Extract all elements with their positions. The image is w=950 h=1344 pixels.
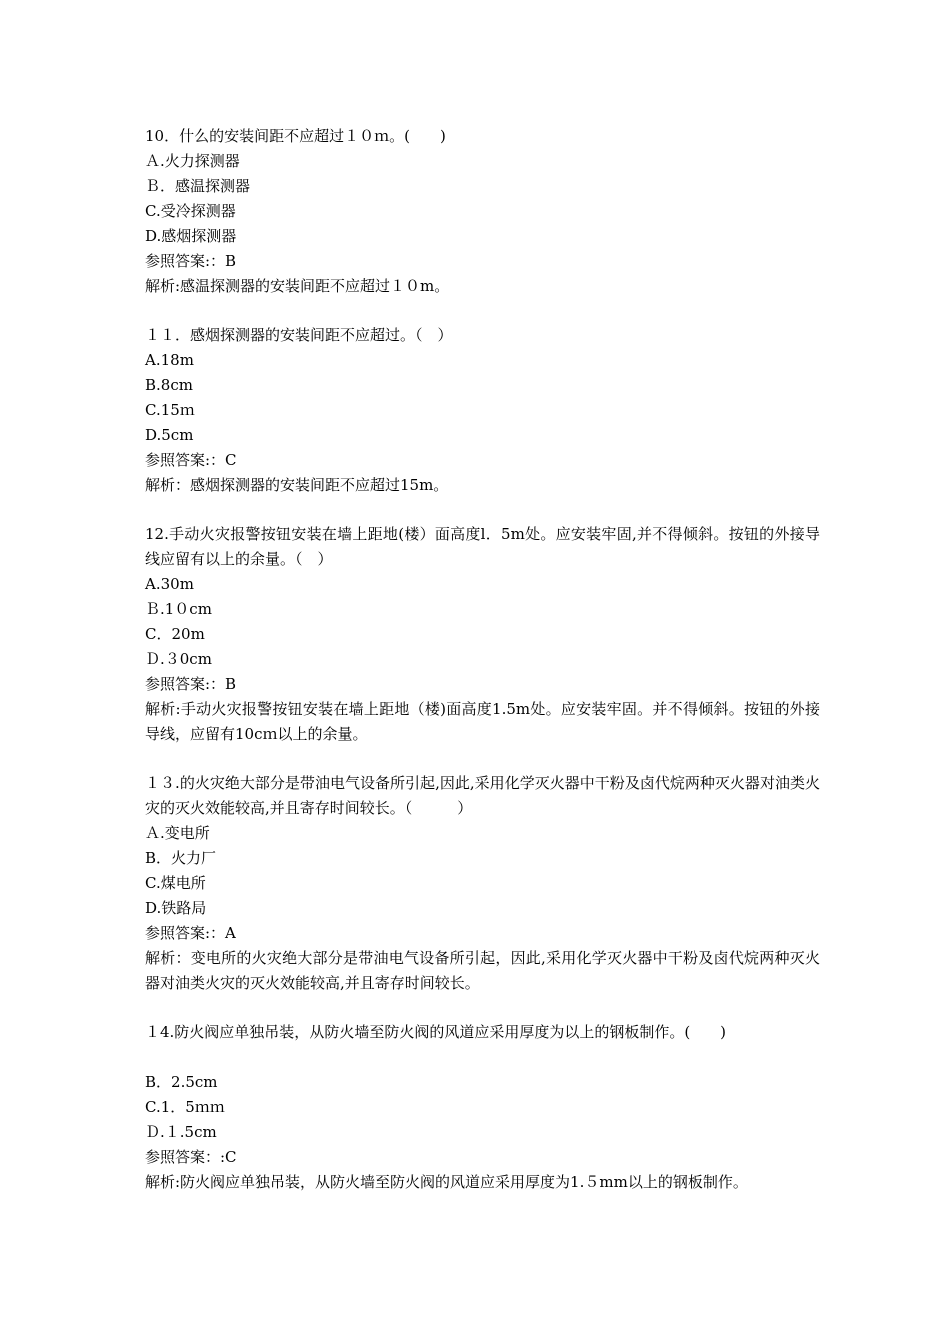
analysis: 解析:手动火灾报警按钮安装在墙上距地（楼)面高度1.5m处。应安装牢固。并不得倾斜。按钮的外接导线，应留有10cｍ以上的余量。 [145,700,820,743]
option-d: D.5cm [145,426,194,444]
option-c: C.煤电所 [145,874,206,892]
question-stem: １１．感烟探测器的安装间距不应超过。（ ） [145,326,453,344]
reference-answer: 参照答案:：B [145,675,237,693]
option-d: D.铁路局 [145,899,207,917]
question-stem: 12.手动火灾报警按钮安装在墙上距地(楼）面高度l．5m处。应安装牢固,并不得倾斜。按钮的外接导线应留有以上的余量。（ ） [145,525,820,568]
document-page [145,124,820,1219]
question-10 [145,124,820,299]
option-b: Ｂ．感温探测器 [145,177,251,195]
option-a: A.18m [145,351,194,369]
analysis: 解析：变电所的火灾绝大部分是带油电气设备所引起，因此,采用化学灭火器中干粉及卤代烷两种灭火器对油类火灾的灭火效能较高,并且寄存时间较长。 [145,949,820,992]
question-stem: １4.防火阀应单独吊装，从防火墙至防火阀的风道应采用厚度为以上的钢板制作。( ) [145,1023,727,1041]
option-a: Ａ.火力探测器 [145,152,240,170]
option-b: Ｂ.1０cm [145,600,212,618]
option-b: B．2.5cm [145,1073,218,1091]
question-12 [145,522,820,747]
question-11 [145,323,820,498]
analysis: 解析：感烟探测器的安装间距不应超过15m。 [145,476,449,494]
reference-answer: 参照答案:：B [145,252,237,270]
question-stem: 10．什么的安装间距不应超过１０ｍ。( ) [145,127,446,145]
option-c: C.1．5ｍｍ [145,1098,225,1116]
option-c: C．20m [145,625,205,643]
question-13 [145,771,820,996]
reference-answer: 参照答案：:C [145,1148,237,1166]
option-d: Ｄ.１.5cm [145,1123,217,1141]
question-14 [145,1020,820,1195]
blank-line [145,1045,820,1070]
option-c: C.受冷探测器 [145,202,236,220]
option-c: C.15ｍ [145,401,195,419]
option-d: Ｄ.３0cm [145,650,212,668]
analysis: 解析:感温探测器的安装间距不应超过１０m。 [145,277,450,295]
option-b: B.8cm [145,376,193,394]
reference-answer: 参照答案:：A [145,924,236,942]
analysis: 解析:防火阀应单独吊装，从防火墙至防火阀的风道应采用厚度为1.５mm以上的钢板制作。 [145,1173,748,1191]
question-stem: １３.的火灾绝大部分是带油电气设备所引起,因此,采用化学灭火器中干粉及卤代烷两种灭火器对油类火灾的灭火效能较高,并且寄存时间较长。（ ） [145,774,820,817]
option-a: A.30m [145,575,194,593]
option-a: Ａ.变电所 [145,824,210,842]
reference-answer: 参照答案:：C [145,451,237,469]
option-d: D.感烟探测器 [145,227,237,245]
option-b: B．火力厂 [145,849,217,867]
